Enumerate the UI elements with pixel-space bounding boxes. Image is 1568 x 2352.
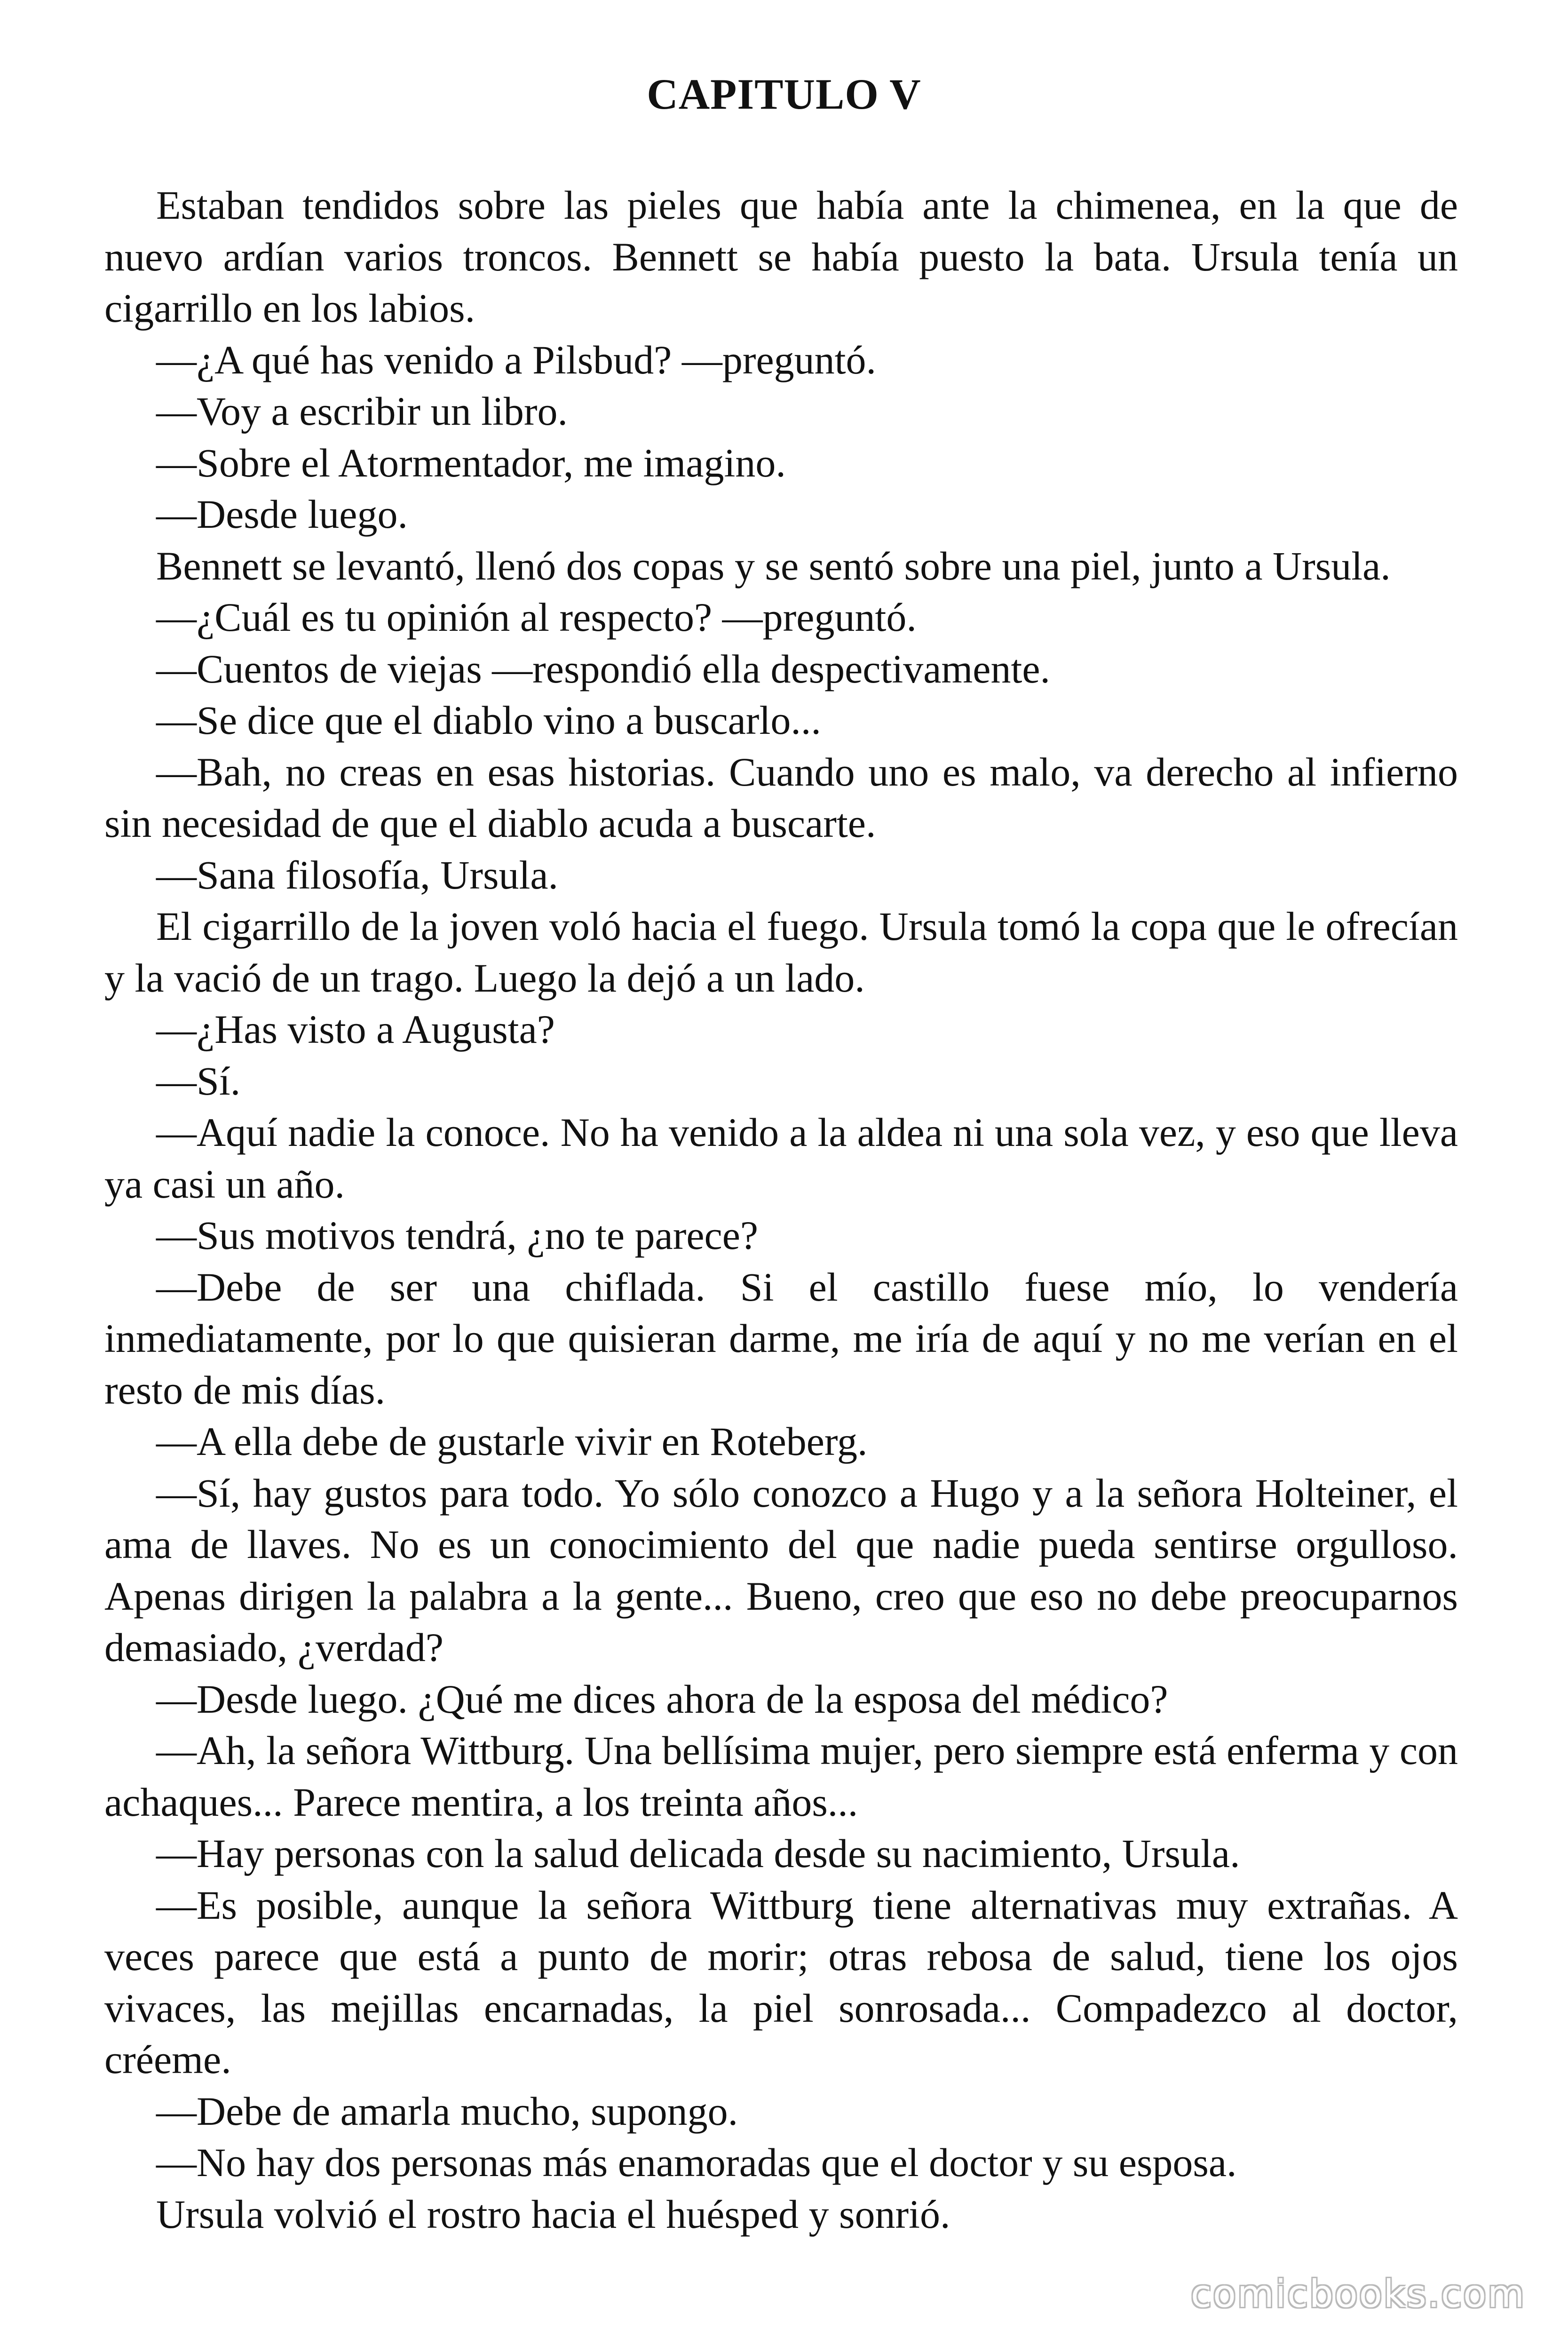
paragraph: —A ella debe de gustarle vivir en Roteberg. [156, 1419, 868, 1464]
paragraph: —Es posible, aunque la señora Wittburg tiene alternativas muy extrañas. A veces parece que está a punto de morir; otras rebosa de salud, tiene los ojos vivaces, las mejillas encarnadas, la piel sonrosada... Compadezco al doctor, créeme. [104, 1882, 1458, 2082]
paragraph: —Debe de ser una chiflada. Si el castillo fuese mío, lo vendería inmediatamente, por lo que quisieran darme, me iría de aquí y no me verían en el resto de mis días. [104, 1264, 1458, 1413]
paragraph: —Sana filosofía, Ursula. [156, 852, 559, 898]
chapter-title: CAPITULO V [647, 70, 921, 118]
paragraph: —Cuentos de viejas —respondió ella despectivamente. [156, 646, 1051, 691]
paragraph: —Desde luego. ¿Qué me dices ahora de la esposa del médico? [156, 1676, 1168, 1722]
paragraph: El cigarrillo de la joven voló hacia el fuego. Ursula tomó la copa que le ofrecían y la vació de un trago. Luego la dejó a un lado. [104, 904, 1458, 1001]
paragraph: —¿Has visto a Augusta? [156, 1007, 555, 1052]
paragraph: —Sus motivos tendrá, ¿no te parece? [156, 1213, 759, 1258]
paragraph: —Bah, no creas en esas historias. Cuando uno es malo, va derecho al infierno sin necesidad de que el diablo acuda a buscarte. [104, 749, 1458, 846]
paragraph: —Sí. [156, 1058, 241, 1104]
paragraph: —Hay personas con la salud delicada desde su nacimiento, Ursula. [156, 1831, 1240, 1876]
paragraph: —Se dice que el diablo vino a buscarlo... [156, 698, 821, 743]
paragraph: Estaban tendidos sobre las pieles que había ante la chimenea, en la que de nuevo ardían varios troncos. Bennett se había puesto la bata. Ursula tenía un cigarrillo en los labios. [104, 183, 1458, 331]
paragraph: —Debe de amarla mucho, supongo. [156, 2088, 738, 2134]
paragraph: —¿Cuál es tu opinión al respecto? —preguntó. [156, 595, 917, 640]
paragraph: Bennett se levantó, llenó dos copas y se sentó sobre una piel, junto a Ursula. [156, 543, 1391, 588]
watermark: comicbooks.com [1190, 2272, 1526, 2316]
chapter-body [104, 180, 1458, 2240]
paragraph: —¿A qué has venido a Pilsbud? —preguntó. [156, 337, 877, 382]
paragraph: —Aquí nadie la conoce. No ha venido a la aldea ni una sola vez, y eso que lleva ya casi un año. [104, 1110, 1458, 1207]
paragraph: —Ah, la señora Wittburg. Una bellísima mujer, pero siempre está enferma y con achaques... Parece mentira, a los treinta años... [104, 1728, 1458, 1825]
paragraph: —Sobre el Atormentador, me imagino. [156, 440, 786, 485]
paragraph: —No hay dos personas más enamoradas que el doctor y su esposa. [156, 2140, 1237, 2185]
paragraph: —Sí, hay gustos para todo. Yo sólo conozco a Hugo y a la señora Holteiner, el ama de llaves. No es un conocimiento del que nadie pueda sentirse orgulloso. Apenas dirigen la palabra a la gente... Bueno, creo que eso no debe preocuparnos demasiado, ¿verdad? [104, 1470, 1458, 1670]
paragraph: —Desde luego. [156, 492, 408, 537]
paragraph: —Voy a escribir un libro. [156, 389, 568, 434]
paragraph: Ursula volvió el rostro hacia el huésped y sonrió. [156, 2191, 950, 2237]
